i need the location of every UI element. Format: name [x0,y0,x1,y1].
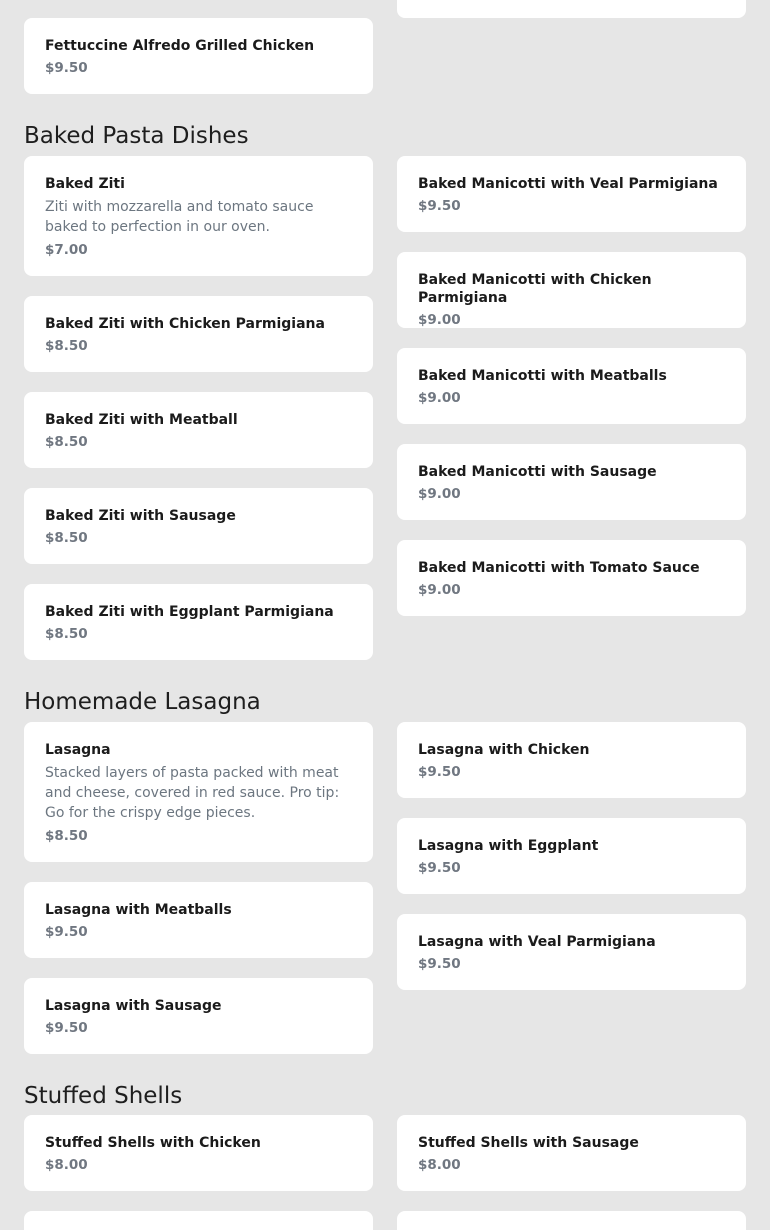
menu-item-card[interactable] [397,914,746,990]
menu-item-card[interactable] [24,584,373,660]
menu-item-card[interactable] [24,1211,373,1230]
menu-item-price: $8.00 [45,1157,88,1173]
menu-item-card[interactable] [24,488,373,564]
menu-item-name: Baked Manicotti with Veal Parmigiana [418,176,718,192]
menu-item-card[interactable] [397,444,746,520]
menu-item-price: $9.50 [418,860,461,876]
menu-item-price: $9.50 [418,198,461,214]
menu-item-price: $7.00 [45,242,88,258]
menu-item-name: Lasagna with Eggplant [418,838,599,854]
menu-item-card[interactable] [24,722,373,862]
menu-item-name: Lasagna with Sausage [45,998,222,1014]
menu-item-card[interactable] [397,252,746,328]
menu-item-name: Lasagna with Meatballs [45,902,232,918]
menu-item-description: Ziti with mozzarella and tomato sauce baked to perfection in our oven. [45,199,314,235]
section-title-stuffed-shells: Stuffed Shells [24,1083,183,1109]
menu-item-price: $8.50 [45,828,88,844]
section-title-baked-pasta: Baked Pasta Dishes [24,123,249,149]
menu-item-card[interactable] [397,348,746,424]
menu-item-card[interactable] [397,540,746,616]
menu-item-name: Baked Manicotti with Tomato Sauce [418,560,700,576]
menu-item-card[interactable] [24,1115,373,1191]
menu-item-name: Lasagna with Chicken [418,742,590,758]
menu-item-card[interactable] [24,296,373,372]
menu-item-name: Baked Manicotti with Sausage [418,464,657,480]
menu-item-price: $9.50 [418,764,461,780]
menu-item-price: $9.50 [418,956,461,972]
menu-item-price: $9.00 [418,582,461,598]
menu-item-name: Baked Manicotti with Meatballs [418,368,667,384]
menu-item-name: Baked Ziti with Eggplant Parmigiana [45,604,334,620]
menu-item-card[interactable] [397,1115,746,1191]
menu-item-price: $8.00 [418,1157,461,1173]
menu-item-name: Baked Ziti [45,176,125,192]
menu-item-price: $9.00 [418,312,461,328]
menu-item-card[interactable] [397,0,746,18]
menu-item-description: Stacked layers of pasta packed with meat and cheese, covered in red sauce. Pro tip: Go for the crispy edge pieces. [45,765,340,821]
menu-item-name: Lasagna [45,742,111,758]
menu-item-price: $9.00 [418,390,461,406]
menu-item-name: Lasagna with Veal Parmigiana [418,934,656,950]
menu-item-card[interactable] [397,156,746,232]
menu-item-name: Baked Ziti with Sausage [45,508,236,524]
menu-item-name: Stuffed Shells with Sausage [418,1135,639,1151]
section-title-lasagna: Homemade Lasagna [24,689,261,715]
menu-item-price: $9.50 [45,924,88,940]
menu-item-card[interactable] [24,156,373,276]
menu-item-price: $8.50 [45,530,88,546]
menu-item-card[interactable] [397,722,746,798]
menu-item-card[interactable] [24,978,373,1054]
menu-item-name: Stuffed Shells with Chicken [45,1135,261,1151]
menu-item-card[interactable] [397,818,746,894]
menu-item-card[interactable] [24,18,373,94]
menu-item-price: $8.50 [45,626,88,642]
menu-item-price: $8.50 [45,338,88,354]
menu-item-card[interactable] [24,882,373,958]
menu-item-name: Fettuccine Alfredo Grilled Chicken [45,38,315,54]
menu-item-price: $9.50 [45,60,88,76]
menu-item-name: Baked Ziti with Chicken Parmigiana [45,316,325,332]
menu-item-price: $9.50 [45,1020,88,1036]
menu-item-price: $9.00 [418,486,461,502]
menu-item-name: Baked Manicotti with Chicken Parmigiana [418,272,652,306]
menu-item-price: $8.50 [45,434,88,450]
menu-item-card[interactable] [397,1211,746,1230]
menu-item-name: Baked Ziti with Meatball [45,412,238,428]
menu-item-card[interactable] [24,392,373,468]
